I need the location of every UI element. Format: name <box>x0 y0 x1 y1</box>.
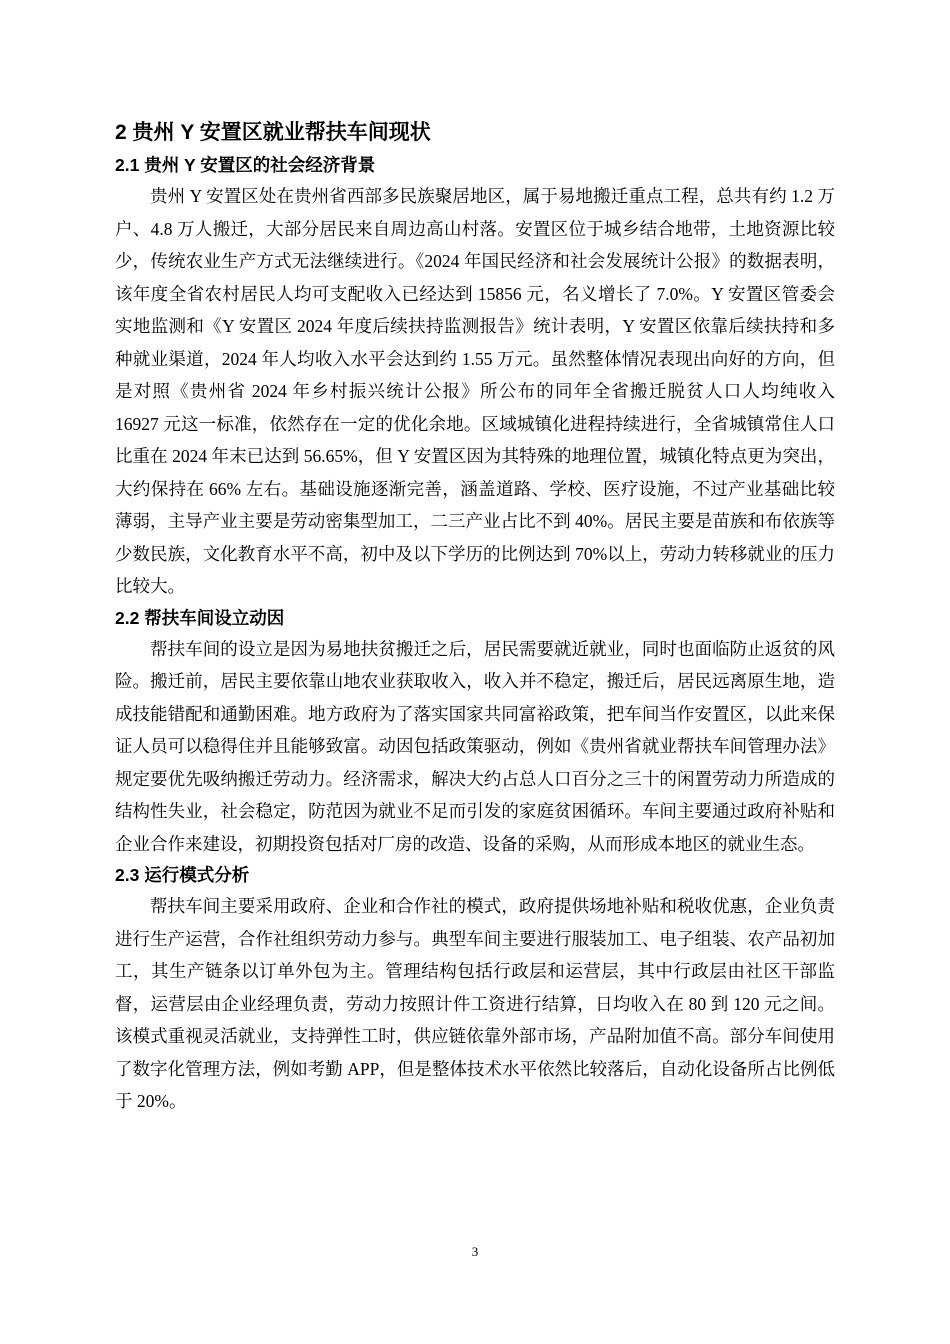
section-heading: 2.2 帮扶车间设立动因 <box>115 607 285 628</box>
page-body <box>115 118 835 1118</box>
section-paragraph: 帮扶车间的设立是因为易地扶贫搬迁之后，居民需要就近就业，同时也面临防止返贫的风险。搬迁前，居民主要依靠山地农业获取收入，收入并不稳定，搬迁后，居民远离原生地，造成技能错配和通勤困难。地方政府为了落实国家共同富裕政策，把车间当作安置区，以此来保证人员可以稳得住并且能够致富。动因包括政策驱动，例如《贵州省就业帮扶车间管理办法》规定要优先吸纳搬迁劳动力。经济需求，解决大约占总人口百分之三十的闲置劳动力所造成的结构性失业，社会稳定，防范因为就业不足而引发的家庭贫困循环。车间主要通过政府补贴和企业合作来建设，初期投资包括对厂房的改造、设备的采购，从而形成本地区的就业生态。 <box>115 638 835 854</box>
section-paragraph: 贵州 Y 安置区处在贵州省西部多民族聚居地区，属于易地搬迁重点工程，总共有约 1.2 万户、4.8 万人搬迁，大部分居民来自周边高山村落。安置区位于城乡结合地带，土地资源比较少，传统农业生产方式无法继续进行。《2024 年国民经济和社会发展统计公报》的数据表明，该年度全省农村居民人均可支配收入已经达到 15856 元，名义增长了 7.0%。Y 安置区管委会实地监测和《Y 安置区 2024 年度后续扶持监测报告》统计表明，Y 安置区依靠后续扶持和多种就业渠道，2024 年人均收入水平会达到约 1.55 万元。虽然整体情况表现出向好的方向，但是对照《贵州省 2024 年乡村振兴统计公报》所公布的同年全省搬迁脱贫人口人均纯收入 16927 元这一标准，依然存在一定的优化余地。区域城镇化进程持续进行，全省城镇常住人口比重在 2024 年末已达到 56.65%，但 Y 安置区因为其特殊的地理位置，城镇化特点更为突出，大约保持在 66% 左右。基础设施逐渐完善，涵盖道路、学校、医疗设施，不过产业基础比较薄弱，主导产业主要是劳动密集型加工，二三产业占比不到 40%。居民主要是苗族和布依族等少数民族，文化教育水平不高，初中及以下学历的比例达到 70%以上，劳动力转移就业的压力比较大。 <box>115 186 835 596</box>
section-2-1 <box>115 150 835 603</box>
section-2-2 <box>115 603 835 861</box>
chapter-heading: 2 贵州 Y 安置区就业帮扶车间现状 <box>115 121 431 144</box>
section-heading: 2.1 贵州 Y 安置区的社会经济背景 <box>115 155 376 175</box>
section-heading: 2.3 运行模式分析 <box>115 865 250 885</box>
section-2-3 <box>115 860 835 1118</box>
page-number: 3 <box>471 1244 479 1259</box>
section-paragraph: 帮扶车间主要采用政府、企业和合作社的模式，政府提供场地补贴和税收优惠，企业负责进行生产运营，合作社组织劳动力参与。典型车间主要进行服装加工、电子组装、农产品初加工，其生产链条以订单外包为主。管理结构包括行政层和运营层，其中行政层由社区干部监督，运营层由企业经理负责，劳动力按照计件工资进行结算，日均收入在 80 到 120 元之间。该模式重视灵活就业，支持弹性工时，供应链依靠外部市场，产品附加值不高。部分车间使用了数字化管理方法，例如考勤 APP，但是整体技术水平依然比较落后，自动化设备所占比例低于 20%。 <box>115 896 835 1111</box>
